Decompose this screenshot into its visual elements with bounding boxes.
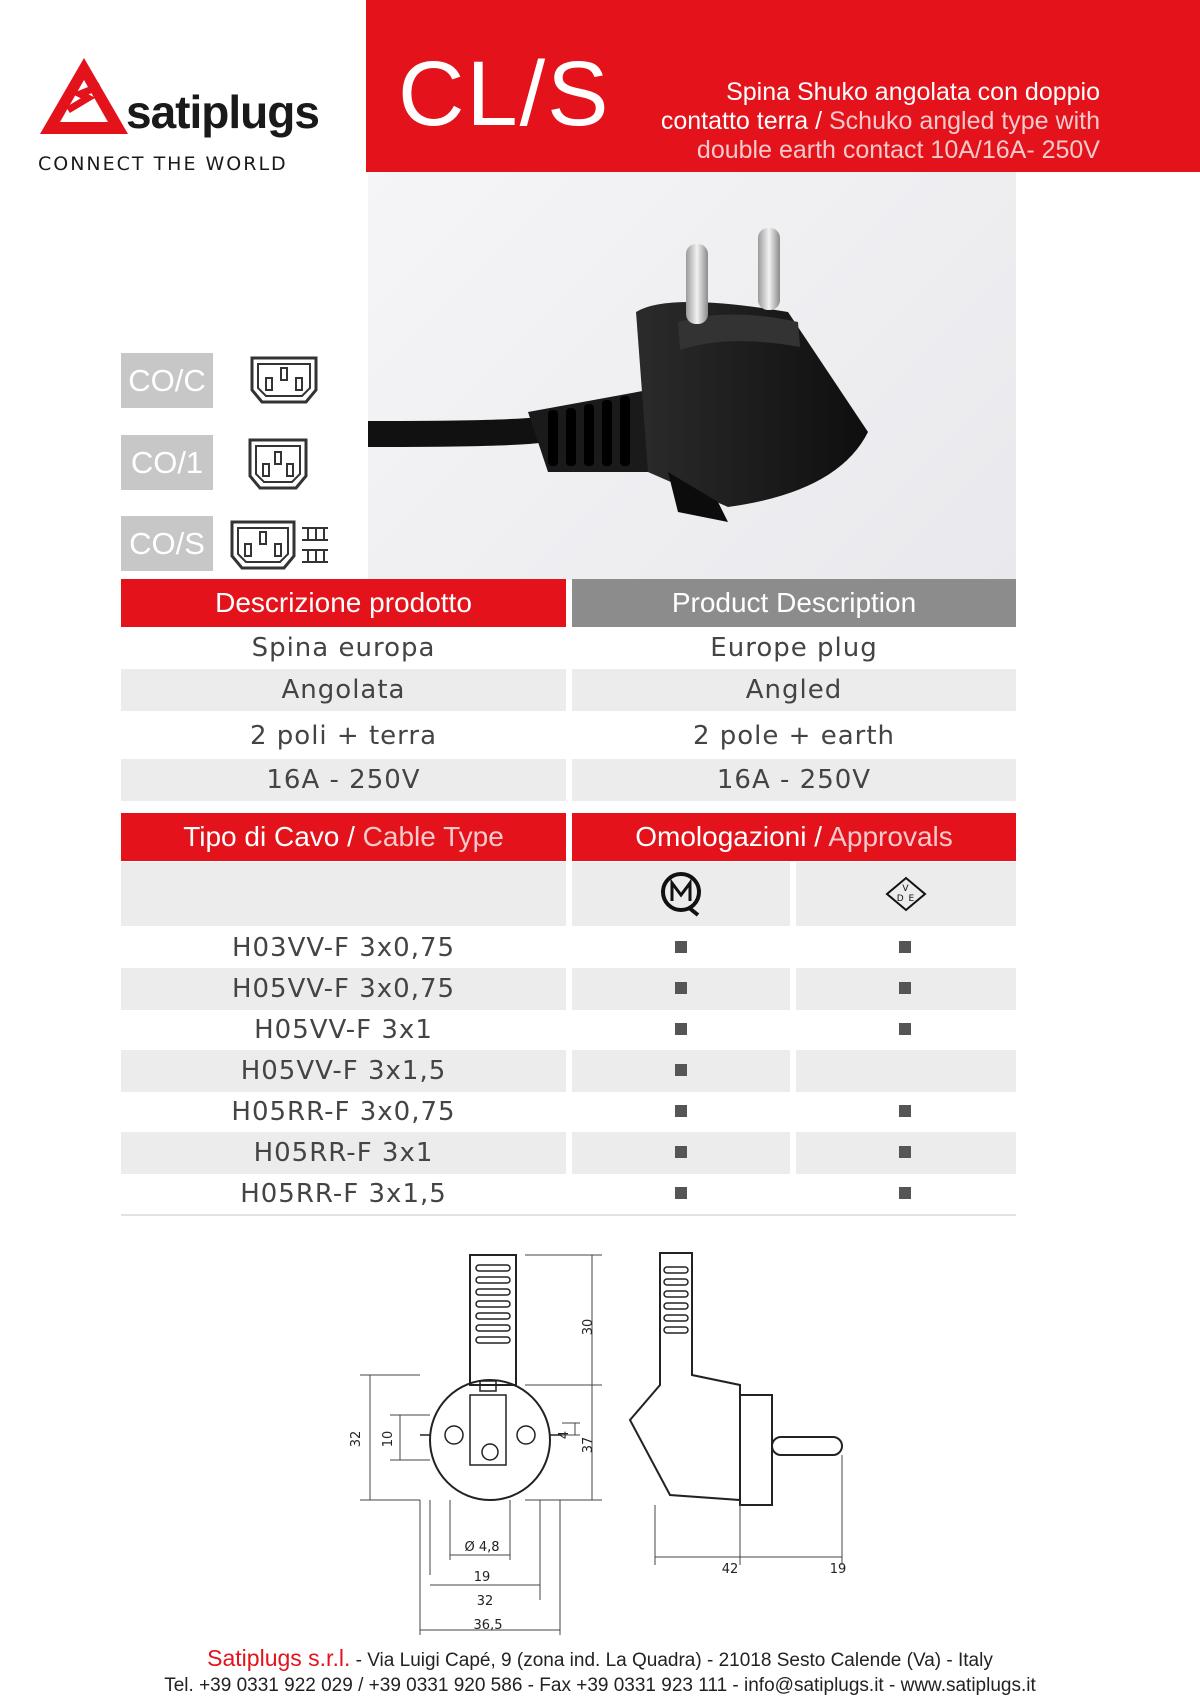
- dim-30: 30: [581, 1318, 596, 1336]
- vde-approval-mark: [899, 1023, 911, 1035]
- dim-19: 19: [473, 1570, 491, 1585]
- connector-badge-co1: CO/1: [121, 435, 213, 490]
- vde-approval-mark: [899, 1105, 911, 1117]
- desc-row-en: Angled: [572, 669, 1016, 711]
- approval-cell: [572, 1132, 790, 1174]
- imq-header-cell: [572, 862, 790, 926]
- product-photo: [368, 172, 1016, 580]
- vde-mark-icon: [883, 874, 929, 914]
- c13-socket-icon: [248, 354, 320, 406]
- imq-approval-mark: [675, 941, 687, 953]
- brand-tagline: CONNECT THE WORLD: [38, 153, 288, 175]
- product-subtitle: [661, 78, 1100, 165]
- cable-type-cell: H05VV-F 3x0,75: [121, 968, 566, 1010]
- vde-header-cell: [796, 862, 1016, 926]
- c13-socket-icon: [246, 436, 310, 492]
- cable-type-header: Tipo di Cavo / Cable Type: [121, 813, 566, 861]
- desc-row-it: 2 poli + terra: [249, 721, 438, 751]
- model-code: CL/S: [398, 43, 611, 145]
- desc-row-en: 16A - 250V: [572, 759, 1016, 801]
- cable-type-cell: H05RR-F 3x1: [121, 1132, 566, 1174]
- dim-36-5: 36,5: [473, 1618, 503, 1633]
- cable-type-cell: H03VV-F 3x0,75: [231, 933, 456, 963]
- imq-approval-mark: [675, 1023, 687, 1035]
- description-header-it: Descrizione prodotto: [121, 579, 566, 627]
- connector-badge-cos: CO/S: [121, 516, 213, 571]
- cable-type-cell: H05RR-F 3x1,5: [240, 1179, 447, 1209]
- approvals-header: Omologazioni / Approvals: [572, 813, 1016, 861]
- cable-icon-row-blank: [121, 862, 566, 926]
- subtitle-line-3: double earth contact 10A/16A- 250V: [696, 136, 1100, 164]
- dim-32: 32: [476, 1594, 494, 1609]
- desc-row-en: 2 pole + earth: [692, 721, 896, 751]
- subtitle-line-1: Spina Shuko angolata con doppio: [726, 78, 1100, 106]
- angled-schuko-plug-image: [368, 172, 1016, 580]
- imq-approval-mark: [675, 1187, 687, 1199]
- dim-37: 37: [581, 1436, 596, 1454]
- connector-badge-coc: CO/C: [121, 353, 213, 408]
- approval-cell: [572, 968, 790, 1010]
- cable-type-cell: H05RR-F 3x0,75: [231, 1097, 456, 1127]
- desc-row-it: 16A - 250V: [121, 759, 566, 801]
- description-header-en: Product Description: [572, 579, 1016, 627]
- dim-32-vert: 32: [349, 1430, 364, 1448]
- approval-cell: [572, 1050, 790, 1092]
- dim-19-side: 19: [829, 1562, 847, 1577]
- imq-approval-mark: [675, 1105, 687, 1117]
- cable-type-cell: H05VV-F 3x1,5: [121, 1050, 566, 1092]
- dim-4: 4: [557, 1430, 572, 1440]
- footer-address: Satiplugs s.r.l. - Via Luigi Capé, 9 (zona ind. La Quadra) - 21018 Sesto Calende (Va) - Italy: [207, 1645, 993, 1671]
- desc-row-it: Angolata: [121, 669, 566, 711]
- approval-cell: [796, 1132, 1016, 1174]
- brand-name: satiplugs: [126, 86, 319, 138]
- technical-drawing: [330, 1245, 890, 1640]
- approval-cell: [796, 968, 1016, 1010]
- svg-text:D E: D E: [896, 894, 916, 904]
- c13-socket-side-icon: [228, 518, 334, 572]
- vde-approval-mark: [899, 1187, 911, 1199]
- footer-company: Satiplugs s.r.l.: [207, 1645, 351, 1671]
- dim-pin-diameter: Ø 4,8: [464, 1540, 500, 1555]
- vde-approval-mark: [899, 941, 911, 953]
- dim-10: 10: [381, 1430, 396, 1448]
- dim-42: 42: [721, 1562, 739, 1577]
- approval-cell: [796, 1050, 1016, 1092]
- desc-row-en: Europe plug: [710, 633, 878, 663]
- imq-mark-icon: [658, 871, 704, 917]
- svg-text:V: V: [902, 884, 910, 894]
- satiplugs-logo-icon: [38, 56, 130, 136]
- desc-row-it: Spina europa: [251, 633, 436, 663]
- footer-contacts[interactable]: Tel. +39 0331 922 029 / +39 0331 920 586 - Fax +39 0331 923 111 - info@satiplugs.it - www.satiplugs.it: [164, 1675, 1036, 1696]
- subtitle-line-2: contatto terra / Schuko angled type with: [660, 107, 1100, 135]
- table-bottom-rule: [121, 1214, 1016, 1216]
- cable-type-cell: H05VV-F 3x1: [254, 1015, 433, 1045]
